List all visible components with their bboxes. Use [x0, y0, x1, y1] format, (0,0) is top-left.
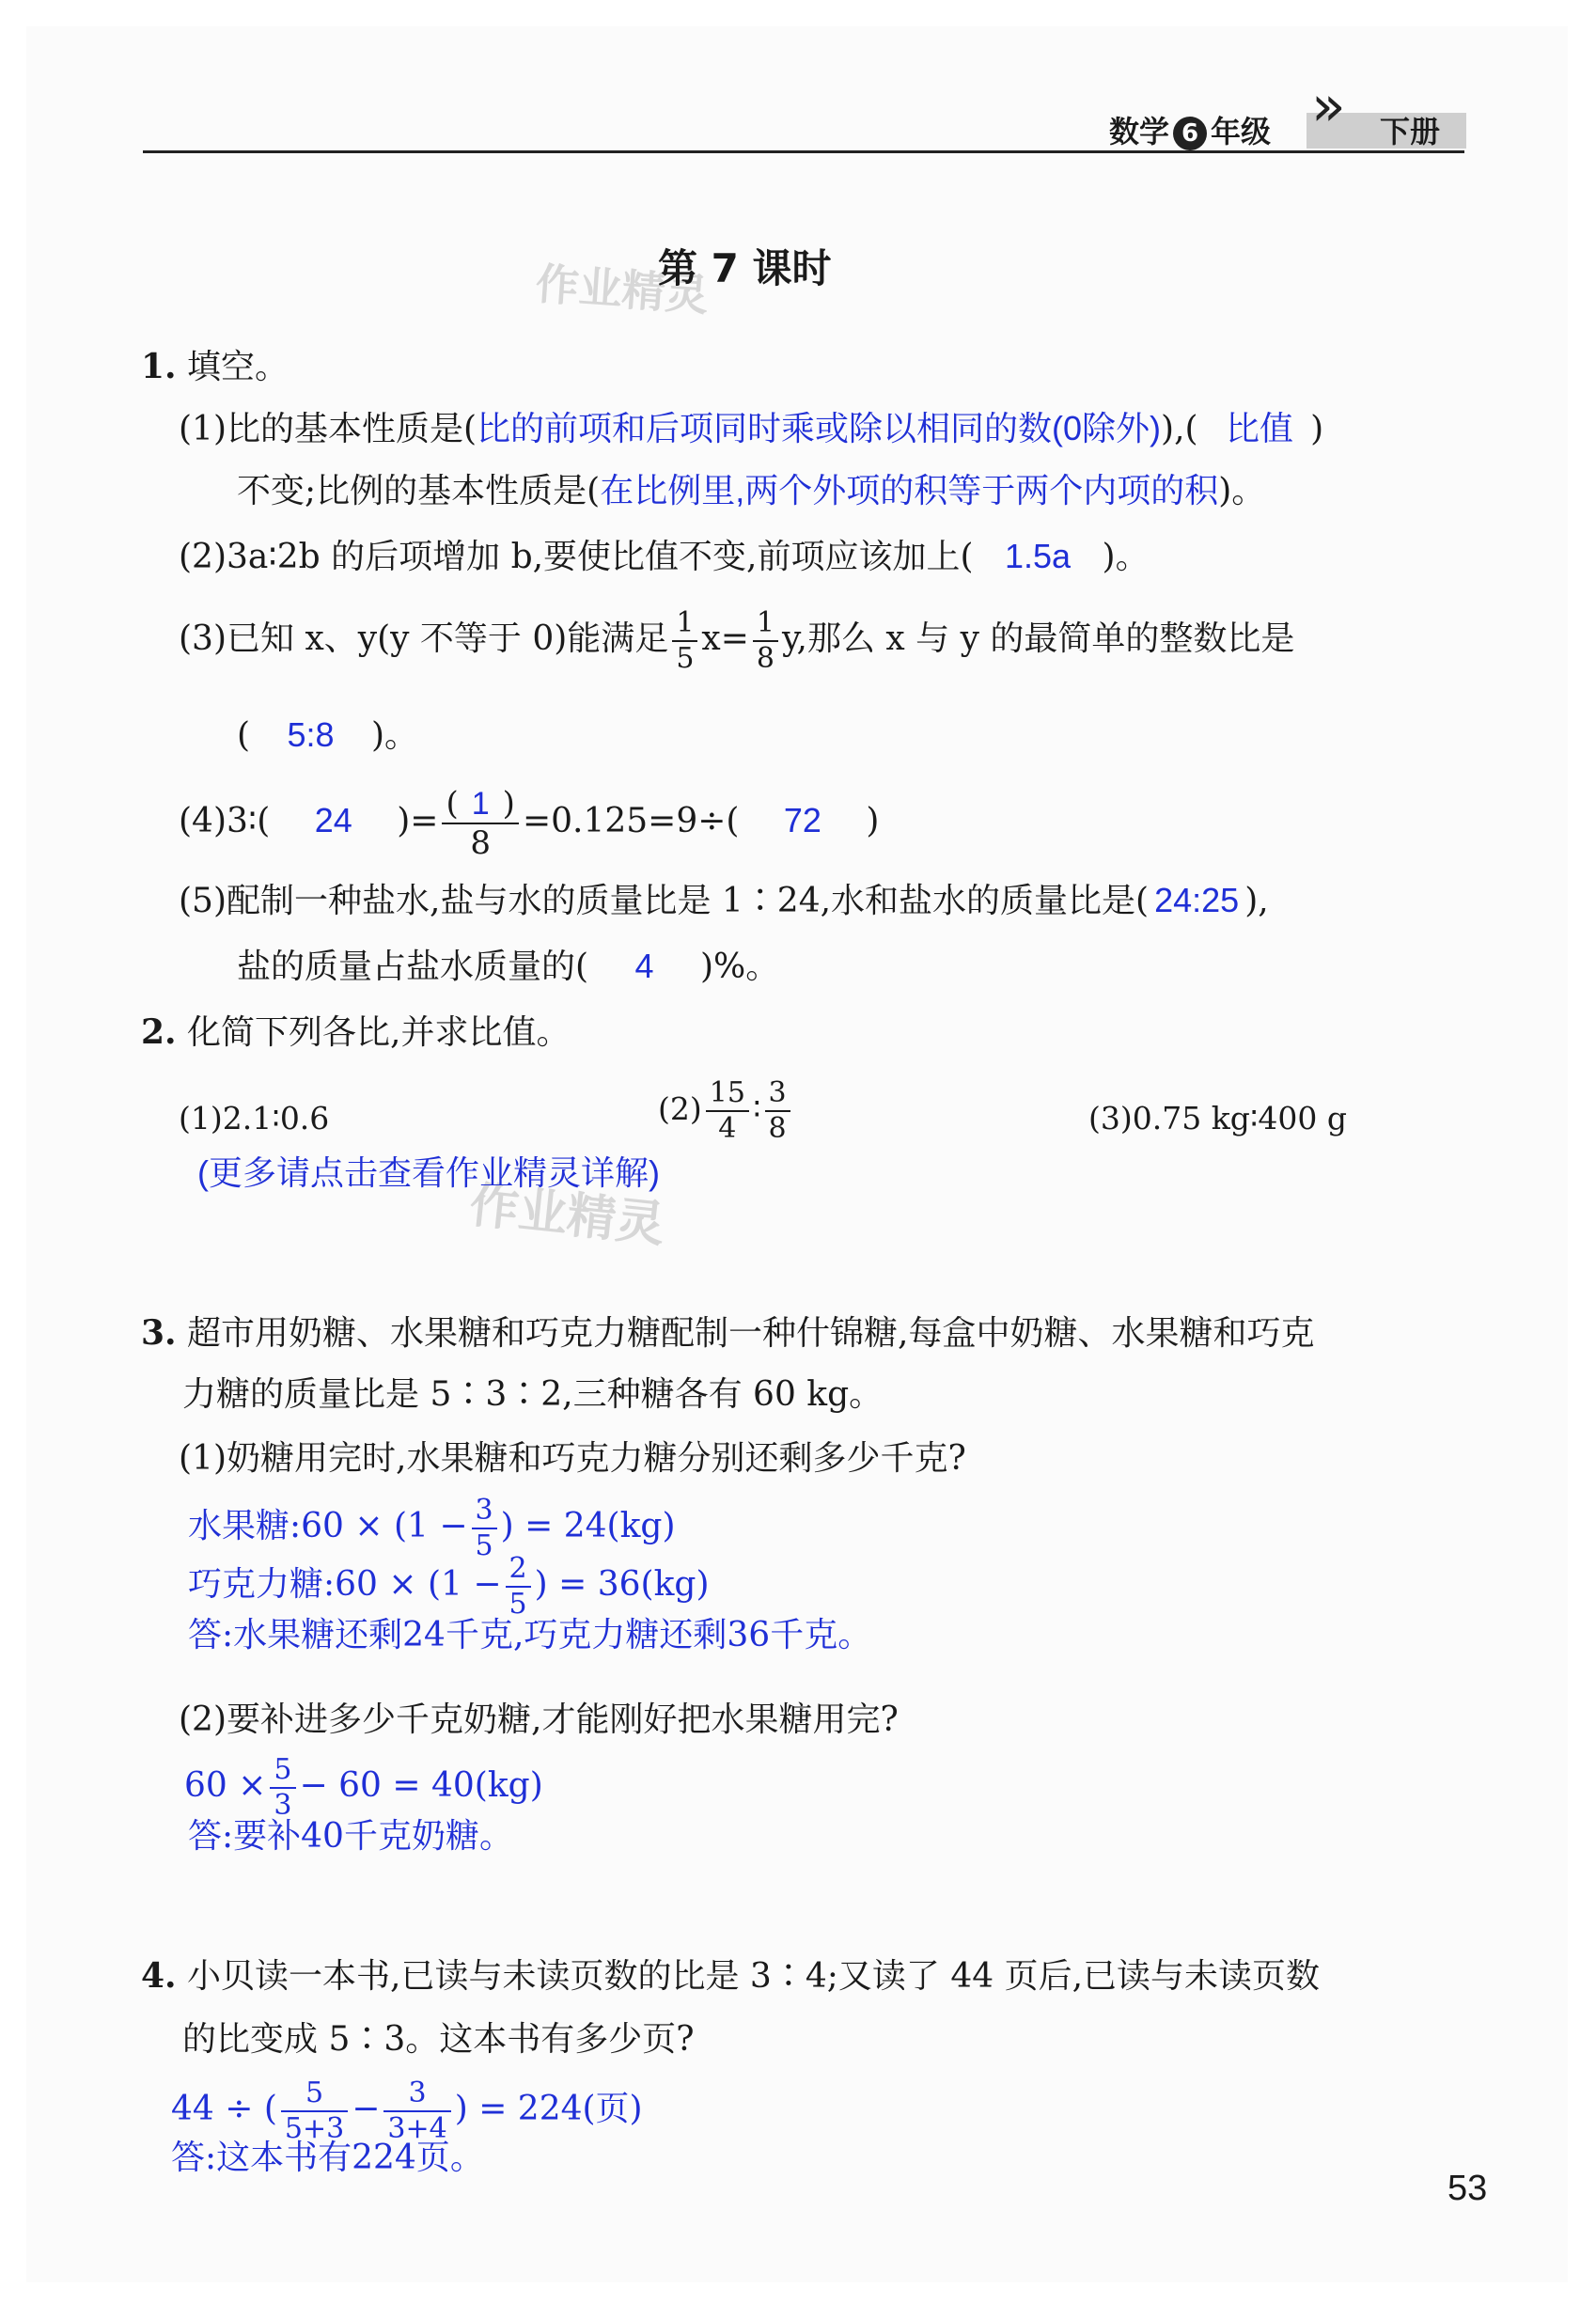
q3-answer-2-post: ) = 36(kg) [534, 1565, 710, 1604]
q1-s1-text-a: (1)比的基本性质是( [179, 410, 477, 448]
q3-answer-1-fraction [472, 1494, 497, 1562]
q1-s5-answer-2: 4 [634, 947, 654, 985]
q1-s1-text-e: )。 [1218, 472, 1266, 510]
q1-s4-answer-2: 72 [783, 801, 821, 839]
q2-fraction-1 [706, 1076, 749, 1145]
q1-s5-answer-1: 24:25 [1154, 881, 1240, 919]
q1-s5-text-b: ), [1244, 882, 1269, 920]
q1-s3-fraction-1 [672, 606, 697, 675]
q2-stem: 化简下列各比,并求比值。 [187, 1013, 571, 1052]
q1-s3-line1 [179, 606, 1295, 675]
fraction-paren-right: ) [502, 785, 515, 823]
q3-part-2: (2)要补进多少千克奶糖,才能刚好把水果糖用完? [179, 1701, 899, 1739]
q3-answer-2 [188, 1552, 710, 1621]
q1-s3-text-a: (3)已知 x、y(y 不等于 0)能满足 [179, 619, 669, 658]
q4-answer-fraction-1 [281, 2079, 348, 2143]
q3-stem-line2: 力糖的质量比是 5∶3∶2,三种糖各有 60 kg。 [182, 1375, 884, 1414]
grade-circle-badge: 6 [1173, 117, 1207, 150]
q1-s3-answer: 5:8 [287, 715, 335, 754]
q2-fraction-2 [765, 1076, 790, 1145]
q3-number: 3. [141, 1313, 177, 1353]
fraction-denominator: 8 [470, 824, 492, 862]
q3-answer-1-pre: 水果糖:60 × (1 − [188, 1507, 468, 1545]
fraction-numerator: 3 [765, 1079, 790, 1112]
q3-answer-4-pre: 60 × [184, 1766, 267, 1805]
q1-stem: 填空。 [187, 348, 289, 386]
fraction-numerator: 1 [753, 609, 778, 642]
q4-stem-line2: 的比变成 5∶3。这本书有多少页? [182, 2020, 695, 2059]
q3-part-1: (1)奶糖用完时,水果糖和巧克力糖分别还剩多少千克? [179, 1439, 966, 1478]
lesson-title: 第 7 课时 [658, 245, 832, 291]
q1-s1-line2 [237, 470, 1265, 512]
page-number: 53 [1447, 2169, 1488, 2208]
double-chevron-icon: » [1311, 73, 1346, 139]
q1-number: 1. [141, 347, 177, 386]
fraction-denominator: 5 [475, 1529, 493, 1562]
q1-s1-text-d: 不变;比例的基本性质是( [237, 472, 601, 510]
q1-heading [141, 346, 289, 388]
q1-s2-text-b: )。 [1102, 538, 1150, 576]
q1-s5-text-c: 盐的质量占盐水质量的( [237, 948, 589, 986]
q1-s5-text-d: )%。 [699, 948, 780, 986]
q3-answer-4-fraction [270, 1753, 295, 1822]
q4-stem-line1 [141, 1955, 1320, 1998]
header-volume: 下册 [1380, 114, 1441, 149]
q1-s5-line2 [237, 946, 779, 988]
q1-s4-answer-1: 24 [314, 801, 352, 839]
q3-answer-1 [188, 1494, 676, 1562]
fraction-numerator: 2 [506, 1555, 531, 1588]
q3-answer-5: 答:要补40千克奶糖。 [188, 1817, 513, 1856]
q4-answer-1-post: ) = 224(页) [454, 2090, 643, 2128]
q2-part-3: (3)0.75 kg∶400 g [1088, 1100, 1348, 1136]
fraction-numerator: 15 [706, 1079, 749, 1112]
q1-s4-answer-fraction: 1 [471, 786, 490, 822]
q4-answer-2: 答:这本书有224页。 [171, 2139, 484, 2177]
q1-s1-text-b: ),( [1161, 410, 1198, 448]
q3-answer-3: 答:水果糖还剩24千克,巧克力糖还剩36千克。 [188, 1616, 872, 1654]
q1-s1-answer-3: 在比例里,两个外项的积等于两个内项的积 [600, 471, 1219, 509]
q4-answer-1 [171, 2079, 643, 2143]
q1-s3-fraction-2 [753, 606, 778, 675]
q4-answer-1-pre: 44 ÷ ( [171, 2090, 277, 2128]
q1-s2 [179, 536, 1150, 578]
q1-s5-line1 [179, 880, 1269, 922]
header-subject [1109, 111, 1271, 152]
fraction-numerator: 5 [281, 2079, 348, 2112]
q2-part-2 [658, 1076, 794, 1145]
fraction-numerator: 3 [383, 2079, 450, 2112]
fraction-denominator: 4 [718, 1112, 737, 1145]
fraction-denominator: 5+3 [284, 2112, 345, 2145]
q4-stem-1: 小贝读一本书,已读与未读页数的比是 3∶4;又读了 44 页后,已读与未读页数 [187, 1957, 1321, 1996]
q3-answer-1-post: ) = 24(kg) [500, 1507, 676, 1545]
q4-answer-1-minus: − [352, 2090, 381, 2128]
q3-stem-line1 [141, 1312, 1315, 1355]
q2-part-1: (1)2.1∶0.6 [179, 1100, 330, 1136]
q1-s2-answer: 1.5a [1005, 537, 1072, 575]
fraction-denominator: 5 [509, 1588, 527, 1621]
q1-s4-text-c: =0.125=9÷( [522, 802, 740, 840]
header-subject-text: 数学 [1109, 114, 1170, 149]
q1-s4-text-b: )= [397, 802, 439, 840]
fraction-numerator: 5 [270, 1756, 295, 1789]
header-rule [143, 150, 1464, 153]
q3-stem-1: 超市用奶糖、水果糖和巧克力糖配制一种什锦糖,每盒中奶糖、水果糖和巧克 [187, 1314, 1315, 1353]
q1-s4-fraction [442, 785, 518, 862]
q1-s4-text-d: ) [866, 802, 880, 840]
q2-heading [141, 1011, 571, 1054]
watermark-top: 作业精灵 [534, 258, 711, 321]
fraction-denominator: 8 [768, 1112, 787, 1145]
q3-answer-4 [184, 1753, 543, 1822]
fraction-denominator: 5 [676, 642, 695, 675]
watermark-mid: 作业精灵 [466, 1177, 668, 1254]
q1-s3-text-c: ( [237, 716, 251, 755]
q1-s1-text-c: ) [1310, 410, 1324, 448]
header-grade-text: 年级 [1211, 114, 1272, 149]
q1-s2-text-a: (2)3a∶2b 的后项增加 b,要使比值不变,前项应该加上( [179, 538, 974, 576]
q2-number: 2. [141, 1012, 177, 1052]
q1-s3-line2 [237, 714, 418, 757]
more-details-link[interactable]: (更多请点击查看作业精灵详解) [197, 1153, 660, 1192]
fraction-paren-left: ( [446, 785, 459, 823]
fraction-denominator: 3 [274, 1789, 292, 1822]
fraction-denominator: 3+4 [387, 2112, 447, 2145]
q2-part-2-label: (2) [658, 1090, 702, 1127]
q4-number: 4. [141, 1956, 177, 1996]
fraction-denominator: 8 [756, 642, 775, 675]
q1-s3-text-d: )。 [371, 716, 419, 755]
q4-answer-fraction-2 [383, 2079, 450, 2143]
q1-s4-text-a: (4)3∶( [179, 802, 271, 840]
q3-answer-2-fraction [506, 1552, 531, 1621]
q1-s5-text-a: (5)配制一种盐水,盐与水的质量比是 1∶24,水和盐水的质量比是( [179, 882, 1150, 920]
q1-s4 [179, 785, 880, 862]
ratio-colon: ∶ [752, 1090, 761, 1127]
fraction-numerator: 1 [672, 609, 697, 642]
q3-answer-4-post: − 60 = 40(kg) [299, 1766, 543, 1805]
q1-s1-answer-1: 比的前项和后项同时乘或除以相同的数(0除外) [477, 409, 1162, 447]
q1-s3-text-b: y,那么 x 与 y 的最简单的整数比是 [781, 619, 1295, 658]
q1-s1-answer-2: 比值 [1226, 409, 1294, 447]
q1-s3-text-mid: x= [701, 619, 749, 658]
q1-s1-line1 [179, 408, 1323, 450]
q3-answer-2-pre: 巧克力糖:60 × (1 − [188, 1565, 502, 1604]
fraction-numerator: 3 [472, 1497, 497, 1529]
